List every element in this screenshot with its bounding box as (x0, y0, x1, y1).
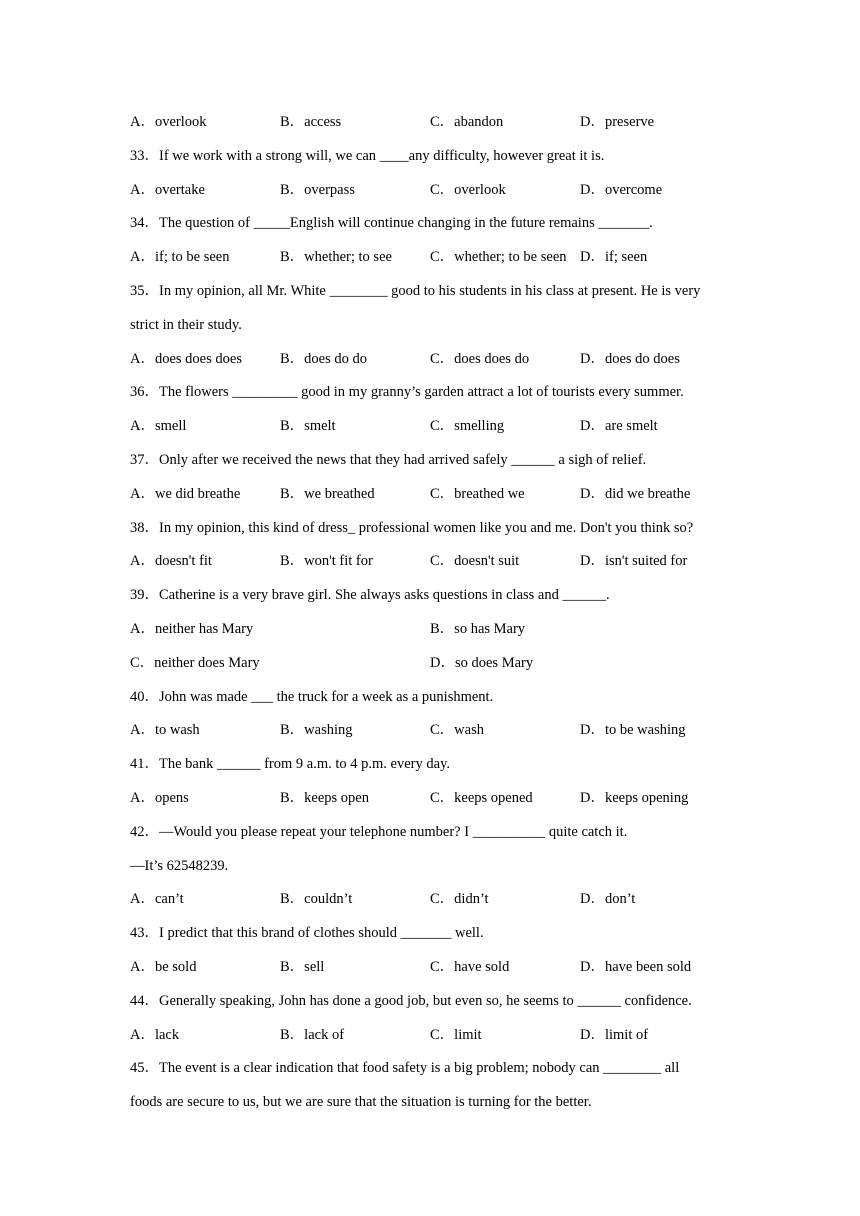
answer-option: D．so does Mary (430, 654, 534, 671)
answer-options-row (130, 246, 750, 280)
answer-option: D．did we breathe (580, 485, 691, 502)
question-text-line: 40．John was made ___ the truck for a week as a punishment. (130, 688, 494, 705)
answer-option: A．overlook (130, 114, 207, 130)
answer-option: A．does does does (130, 350, 242, 367)
answer-option: B．access (280, 114, 342, 130)
question-text-line: 39．Catherine is a very brave girl. She always asks questions in class and ______. (130, 587, 610, 604)
question-text-line: —It’s 62548239. (130, 857, 229, 874)
answer-option: D．are smelt (580, 418, 658, 435)
answer-option: C．limit (430, 1026, 482, 1043)
answer-option: A．doesn't fit (130, 553, 212, 570)
answer-option: B．smelt (280, 418, 336, 435)
answer-option: B．washing (280, 722, 353, 739)
answer-option: B．keeps open (280, 789, 369, 806)
answer-options-row (130, 348, 750, 382)
answer-option: D．limit of (580, 1026, 649, 1043)
answer-option: D．overcome (580, 181, 663, 198)
answer-option: A．to wash (130, 722, 200, 739)
answer-option: D．does do does (580, 350, 680, 367)
answer-options-row (130, 1024, 750, 1058)
answer-option: C．wash (430, 722, 484, 739)
question-text-line: foods are secure to us, but we are sure that the situation is turning for the better. (130, 1094, 592, 1111)
answer-option: C．smelling (430, 418, 505, 435)
answer-option: A．overtake (130, 181, 205, 198)
answer-option: C．neither does Mary (130, 654, 260, 671)
answer-option: C．overlook (430, 181, 506, 198)
answer-option: B．couldn’t (280, 891, 353, 908)
answer-option: B．overpass (280, 181, 355, 198)
answer-option: A．we did breathe (130, 485, 241, 502)
answer-option: D．keeps opening (580, 789, 689, 806)
question-text-line: 44．Generally speaking, John has done a good job, but even so, he seems to ______ confidence. (130, 992, 692, 1009)
answer-options-row (130, 787, 750, 821)
answer-option: D．have been sold (580, 958, 692, 975)
question-text-line: 37．Only after we received the news that they had arrived safely ______ a sigh of relief. (130, 451, 647, 468)
answer-option: B．so has Mary (430, 620, 526, 637)
answer-options-row (130, 111, 750, 145)
answer-option: C．keeps opened (430, 789, 533, 806)
answer-option: A．lack (130, 1026, 180, 1043)
answer-option: A．neither has Mary (130, 620, 254, 637)
question-text-line: 42．—Would you please repeat your telephone number? I __________ quite catch it. (130, 823, 628, 840)
answer-option: C．abandon (430, 114, 504, 130)
answer-options-row (130, 719, 750, 753)
answer-options-row (130, 483, 750, 517)
answer-option: B．won't fit for (280, 553, 373, 570)
answer-option: A．can’t (130, 891, 184, 908)
answer-option: C．does does do (430, 350, 530, 367)
answer-option: B．lack of (280, 1026, 345, 1043)
question-text-line: 34．The question of _____English will continue changing in the future remains _______. (130, 215, 653, 232)
answer-options-row (130, 888, 750, 922)
question-text-line: 33．If we work with a strong will, we can ____any difficulty, however great it is. (130, 147, 605, 164)
question-text-line: 41．The bank ______ from 9 a.m. to 4 p.m. every day. (130, 756, 451, 773)
answer-options-row (130, 618, 750, 652)
answer-option: D．if; seen (580, 249, 648, 266)
answer-option: A．if; to be seen (130, 249, 230, 266)
answer-option: B．we breathed (280, 485, 375, 502)
answer-option: C．breathed we (430, 485, 525, 502)
answer-options-row (130, 550, 750, 584)
answer-option: A．be sold (130, 958, 197, 975)
answer-option: D．to be washing (580, 722, 686, 739)
answer-option: B．sell (280, 958, 325, 975)
question-list (130, 111, 750, 1125)
question-text-line: 38．In my opinion, this kind of dress_ professional women like you and me. Don't you think so? (130, 519, 694, 536)
answer-option: C．whether; to be seen (430, 249, 567, 266)
answer-option: C．have sold (430, 958, 510, 975)
answer-option: B．does do do (280, 350, 367, 367)
answer-options-row (130, 652, 750, 686)
question-text-line: 43．I predict that this brand of clothes should _______ well. (130, 925, 484, 942)
question-text-line: 35．In my opinion, all Mr. White ________ good to his students in his class at present. He is very (130, 282, 701, 299)
answer-option: D．don’t (580, 891, 636, 908)
answer-option: C．doesn't suit (430, 553, 520, 570)
answer-option: B．whether; to see (280, 249, 392, 266)
answer-options-row (130, 415, 750, 449)
answer-options-row (130, 956, 750, 990)
answer-option: D．isn't suited for (580, 553, 688, 570)
answer-option: D．preserve (580, 114, 655, 130)
answer-option: A．smell (130, 418, 187, 435)
answer-option: A．opens (130, 789, 189, 806)
answer-options-row (130, 179, 750, 213)
answer-option: C．didn’t (430, 891, 489, 908)
question-text-line: 36．The flowers _________ good in my granny’s garden attract a lot of tourists every summer. (130, 384, 684, 401)
question-text-line: 45．The event is a clear indication that food safety is a big problem; nobody can ________ all (130, 1060, 680, 1077)
question-text-line: strict in their study. (130, 316, 242, 333)
